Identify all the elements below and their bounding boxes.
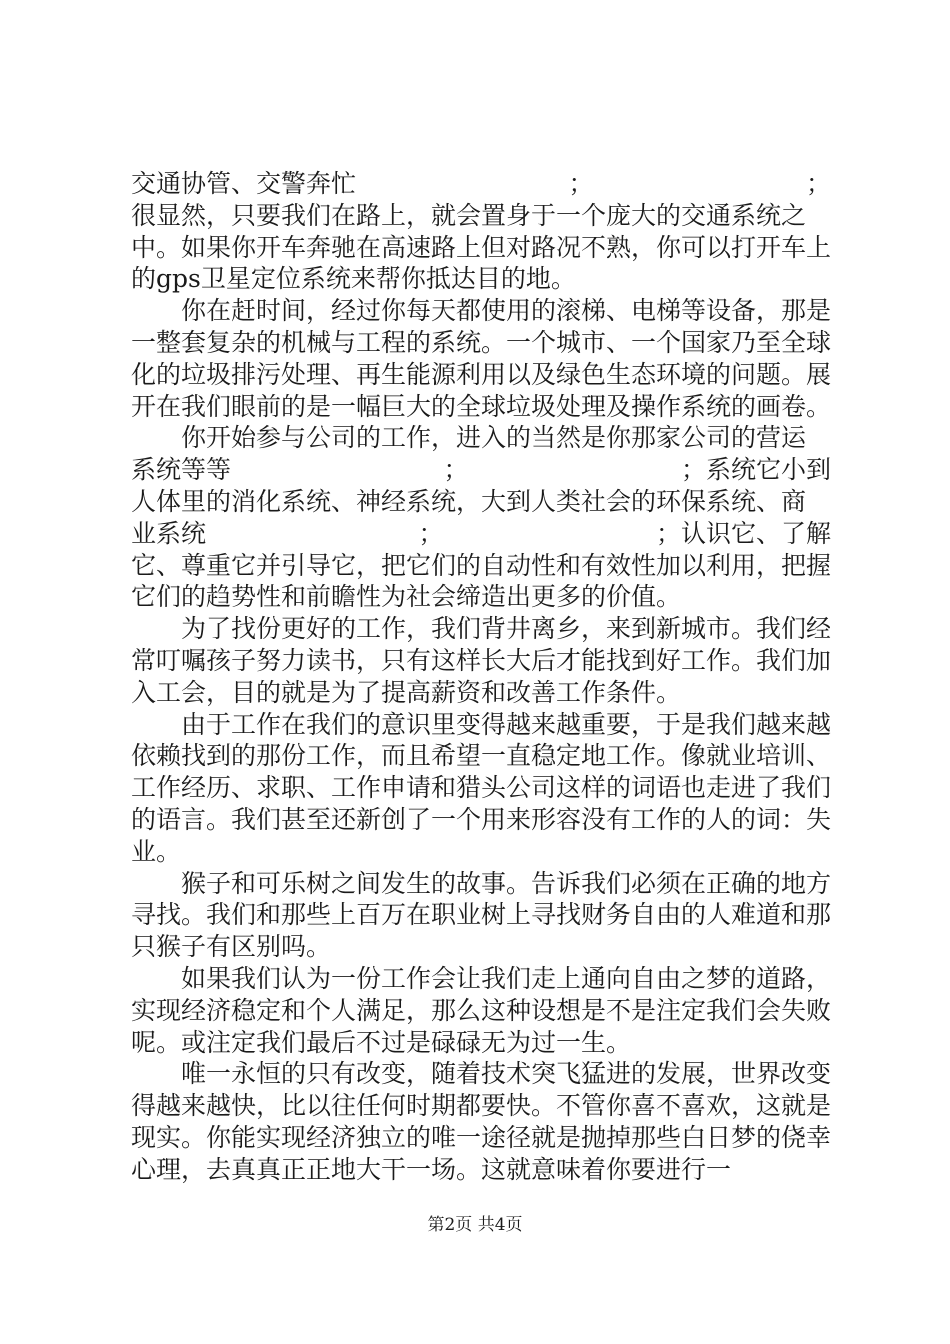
semicolon-mark: ；	[806, 169, 832, 198]
paragraph: 为了找份更好的工作，我们背井离乡，来到新城市。我们经常叮嘱孩子努力读书，只有这样长大后才能找到好工作。我们加入工会，目的就是为了提高薪资和改善工作条件。	[131, 614, 832, 707]
paragraph: 中。如果你开车奔驰在高速路上但对路况不熟，你可以打开车上的gps卫星定位系统来帮你抵达目的地。	[131, 232, 832, 294]
page-number: 第2页 共4页	[427, 1215, 523, 1235]
paragraph: 猴子和可乐树之间发生的故事。告诉我们必须在正确的地方寻找。我们和那些上百万在职业树上寻找财务自由的人难道和那只猴子有区别吗。	[131, 868, 832, 962]
text-line-2	[131, 200, 831, 232]
text-segment: 业系统	[131, 518, 207, 548]
text-line-blanks	[131, 454, 831, 486]
text-line-blanks	[131, 518, 831, 550]
text-segment: ；认识它、了解	[656, 518, 832, 548]
paragraph: 它、尊重它并引导它，把它们的自动性和有效性加以利用，把握它们的趋势性和前瞻性为社会缔造出更多的价值。	[131, 550, 832, 612]
paragraph: 你在赶时间，经过你每天都使用的滚梯、电梯等设备，那是一整套复杂的机械与工程的系统。一个城市、一个国家乃至全球化的垃圾排污处理、再生能源利用以及绿色生态环境的问题。展开在我们眼前的是一幅巨大的全球垃圾处理及操作系统的画卷。	[131, 296, 832, 421]
text-line	[131, 486, 831, 518]
semicolon-mark: ；	[568, 169, 594, 198]
text-segment: 系统等等	[131, 455, 232, 485]
document-body	[131, 168, 831, 1186]
text-segment: 交通协管、交警奔忙	[131, 169, 357, 198]
semicolon-mark: ；	[418, 518, 444, 548]
paragraph: 唯一永恒的只有改变，随着技术突飞猛进的发展，世界改变得越来越快，比以往任何时期都要快。不管你喜不喜欢，这就是现实。你能实现经济独立的唯一途径就是抛掉那些白日梦的侥幸心理，去真真正正地大干一场。这就意味着你要进行一	[131, 1059, 832, 1184]
paragraph: 由于工作在我们的意识里变得越来越重要，于是我们越来越依赖找到的那份工作，而且希望一直稳定地工作。像就业培训、工作经历、求职、工作申请和猎头公司这样的词语也走进了我们的语言。我们甚至还新创了一个用来形容没有工作的人的词：失业。	[131, 709, 832, 866]
text-segment: 很显然，只要我们在路上，就会置身于一个庞大的交通系统之	[131, 200, 807, 230]
text-line-1	[131, 168, 831, 200]
text-segment: ；系统它小到	[681, 455, 832, 485]
paragraph: 你开始参与公司的工作，进入的当然是你那家公司的营运	[181, 423, 807, 453]
page-footer	[0, 1210, 950, 1235]
paragraph: 如果我们认为一份工作会让我们走上通向自由之梦的道路，实现经济稳定和个人满足，那么这种设想是不是注定我们会失败呢。或注定我们最后不过是碌碌无为过一生。	[131, 963, 832, 1057]
semicolon-mark: ；	[443, 455, 469, 485]
text-segment: 人体里的消化系统、神经系统，大到人类社会的环保系统、商	[131, 486, 807, 516]
